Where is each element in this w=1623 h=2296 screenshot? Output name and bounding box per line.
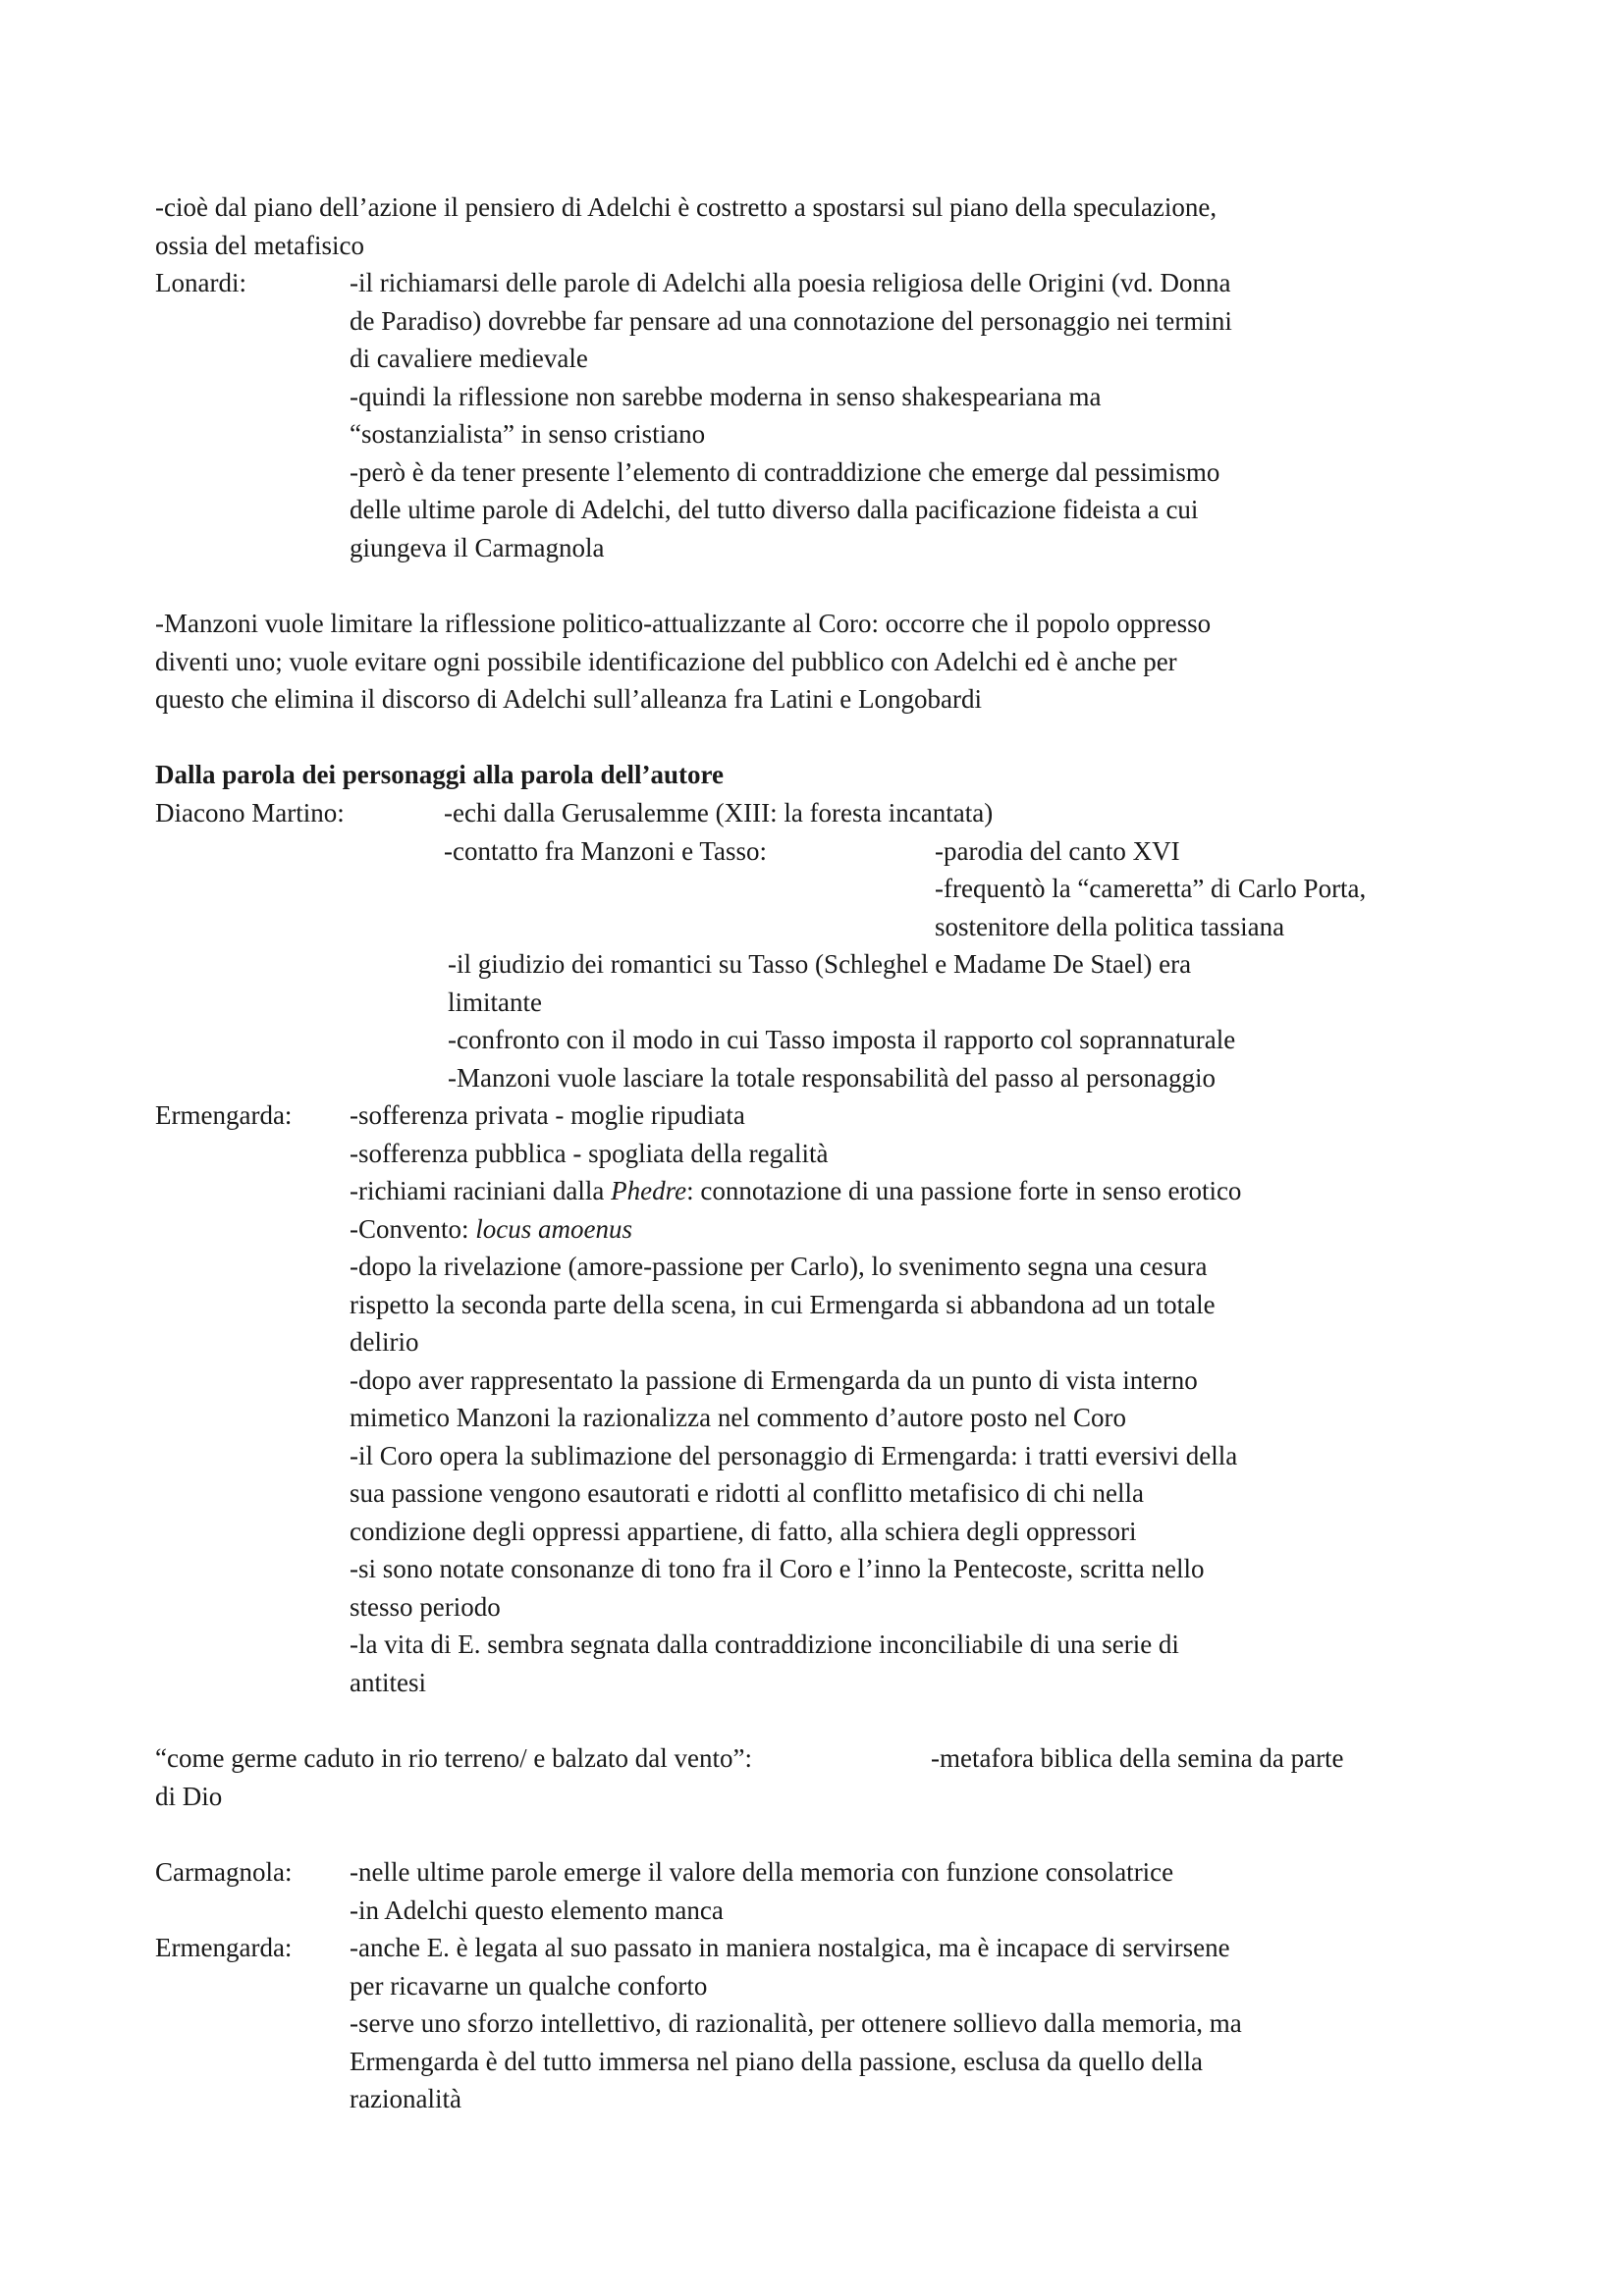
contact-label: -contatto fra Manzoni e Tasso: bbox=[444, 835, 768, 866]
ermengarda-label: Ermengarda: bbox=[155, 1933, 293, 1962]
text-line: -serve uno sforzo intellettivo, di razionalità, per ottenere sollievo dalla memoria, ma bbox=[350, 2008, 1242, 2038]
text-line: -si sono notate consonanze di tono fra il Coro e l’inno la Pentecoste, scritta nello bbox=[350, 1554, 1205, 1583]
quote-text: “come germe caduto in rio terreno/ e balzato dal vento”: bbox=[155, 1743, 752, 1773]
contact-items bbox=[935, 832, 1366, 946]
text-line: antitesi bbox=[350, 1667, 426, 1697]
text-line: delirio bbox=[350, 1327, 419, 1357]
text-line: -frequentò la “cameretta” di Carlo Porta, bbox=[935, 874, 1367, 903]
text-span: : connotazione di una passione forte in senso erotico bbox=[686, 1176, 1242, 1205]
section-heading: Dalla parola dei personaggi alla parola dell’autore bbox=[155, 760, 725, 789]
text-line: -nelle ultime parole emerge il valore della memoria con funzione consolatrice bbox=[350, 1857, 1174, 1887]
text-line: -Manzoni vuole limitare la riflessione politico-attualizzante al Coro: occorre che il popolo oppresso bbox=[155, 609, 1212, 638]
text-line: per ricavarne un qualche conforto bbox=[350, 1970, 708, 2001]
diacono-more bbox=[448, 945, 1235, 1096]
carmagnola-notes bbox=[350, 1853, 1173, 1929]
text-line: Ermengarda è del tutto immersa nel piano della passione, esclusa da quello della bbox=[350, 2046, 1203, 2076]
text-line: -Manzoni vuole lasciare la totale responsabilità del passo al personaggio bbox=[448, 1062, 1216, 1093]
ermengarda-label: Ermengarda: bbox=[155, 1100, 293, 1130]
italic-title: Phedre bbox=[611, 1176, 687, 1205]
text-line bbox=[350, 1210, 1241, 1249]
text-span: -richiami raciniani dalla bbox=[350, 1176, 612, 1205]
ermengarda-notes bbox=[350, 1096, 1241, 1701]
text-line: -cioè dal piano dell’azione il pensiero di Adelchi è costretto a spostarsi sul piano della speculazione, bbox=[155, 192, 1217, 222]
text-line: mimetico Manzoni la razionalizza nel commento d’autore posto nel Coro bbox=[350, 1403, 1126, 1432]
text-line: -in Adelchi questo elemento manca bbox=[350, 1895, 724, 1925]
text-span: -Convento: bbox=[350, 1213, 476, 1244]
diacono-label: Diacono Martino: bbox=[155, 798, 345, 828]
text-line: diventi uno; vuole evitare ogni possibile identificazione del pubblico con Adelchi ed è anche per bbox=[155, 646, 1177, 676]
diacono-line: -echi dalla Gerusalemme (XIII: la foresta incantata) bbox=[444, 798, 994, 828]
text-line: “sostanzialista” in senso cristiano bbox=[350, 419, 706, 449]
lonardi-notes bbox=[350, 264, 1232, 566]
text-line: giungeva il Carmagnola bbox=[350, 532, 605, 562]
text-line: -il giudizio dei romantici su Tasso (Schleghel e Madame De Stael) era bbox=[448, 949, 1192, 979]
intro-paragraph bbox=[155, 188, 1481, 264]
text-line: questo che elimina il discorso di Adelchi sull’alleanza fra Latini e Longobardi bbox=[155, 684, 982, 714]
text-line: -sofferenza pubblica - spogliata della regalità bbox=[350, 1138, 829, 1168]
text-line: -la vita di E. sembra segnata dalla contraddizione inconciliabile di una serie di bbox=[350, 1629, 1179, 1659]
italic-term: locus amoenus bbox=[475, 1213, 632, 1244]
text-line: delle ultime parole di Adelchi, del tutto diverso dalla pacificazione fideista a cui bbox=[350, 495, 1199, 524]
text-line: limitante bbox=[448, 987, 542, 1017]
manzoni-paragraph bbox=[155, 605, 1481, 719]
text-line: stesso periodo bbox=[350, 1591, 501, 1622]
quote-continuation: di Dio bbox=[155, 1781, 223, 1811]
text-line: rispetto la seconda parte della scena, in cui Ermengarda si abbandona ad un totale bbox=[350, 1289, 1216, 1319]
text-line: -quindi la riflessione non sarebbe moderna in senso shakespeariana ma bbox=[350, 381, 1102, 411]
text-line: sua passione vengono esautorati e ridotti al conflitto metafisico di chi nella bbox=[350, 1478, 1145, 1508]
text-line: -però è da tener presente l’elemento di contraddizione che emerge dal pessimismo bbox=[350, 456, 1220, 487]
text-line: razionalità bbox=[350, 2084, 461, 2113]
text-line: sostenitore della politica tassiana bbox=[935, 911, 1285, 941]
text-line: -dopo la rivelazione (amore-passione per Carlo), lo svenimento segna una cesura bbox=[350, 1252, 1208, 1281]
quote-note: -metafora biblica della semina da parte bbox=[931, 1743, 1344, 1773]
text-line: -anche E. è legata al suo passato in maniera nostalgica, ma è incapace di servirsene bbox=[350, 1933, 1230, 1962]
text-line: -sofferenza privata - moglie ripudiata bbox=[350, 1100, 745, 1130]
text-line: ossia del metafisico bbox=[155, 230, 364, 260]
text-line: de Paradiso) dovrebbe far pensare ad una connotazione del personaggio nei termini bbox=[350, 305, 1232, 336]
text-line: -parodia del canto XVI bbox=[935, 835, 1180, 866]
text-line: -il richiamarsi delle parole di Adelchi alla poesia religiosa delle Origini (vd. Donna bbox=[350, 268, 1231, 297]
text-line: condizione degli oppressi appartiene, di fatto, alla schiera degli oppressori bbox=[350, 1516, 1137, 1546]
lonardi-label: Lonardi: bbox=[155, 268, 246, 297]
ermengarda-memory-notes bbox=[350, 1929, 1242, 2118]
text-line: -confronto con il modo in cui Tasso imposta il rapporto col soprannaturale bbox=[448, 1025, 1236, 1054]
text-line: -dopo aver rappresentato la passione di Ermengarda da un punto di vista interno bbox=[350, 1364, 1198, 1395]
carmagnola-label: Carmagnola: bbox=[155, 1857, 293, 1887]
text-line: -il Coro opera la sublimazione del personaggio di Ermengarda: i tratti eversivi della bbox=[350, 1440, 1238, 1470]
text-line bbox=[350, 1172, 1241, 1210]
text-line: di cavaliere medievale bbox=[350, 344, 588, 373]
